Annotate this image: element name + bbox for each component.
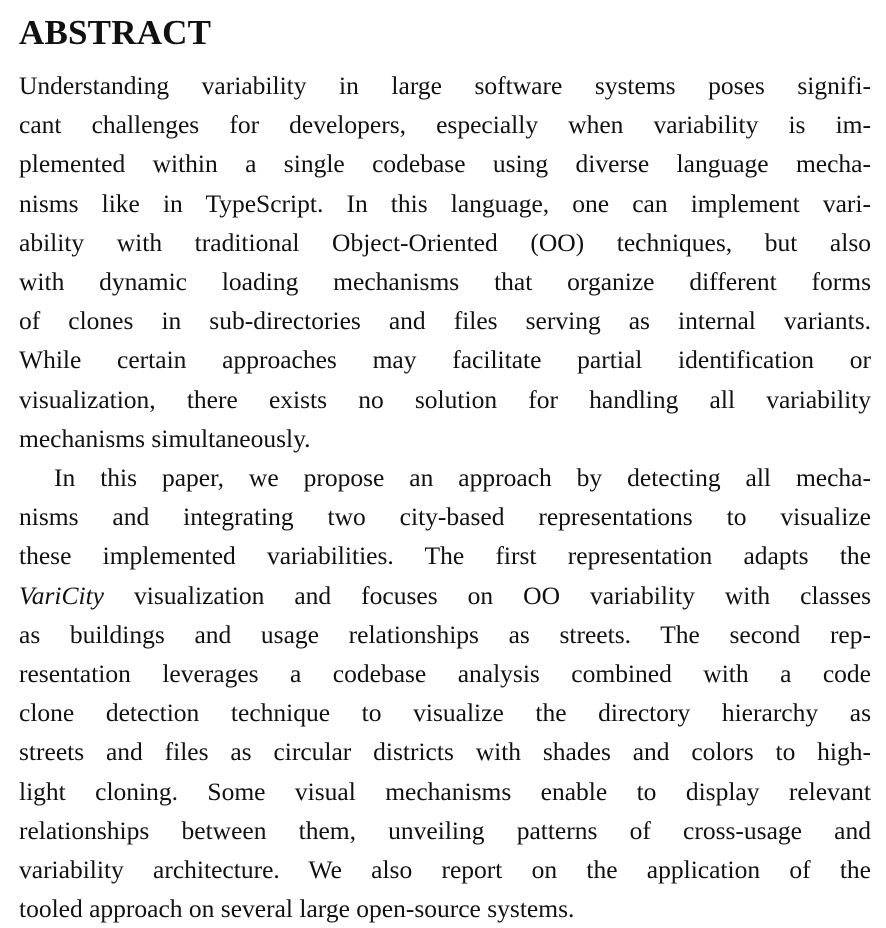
text-line: visualization, there exists no solution for handling all variability [19, 384, 871, 414]
text-line: tooled approach on several large open-source systems. [19, 894, 575, 924]
text-line: of clones in sub-directories and files serving as internal variants. [19, 306, 871, 336]
text-line: clone detection technique to visualize the directory hierarchy as [19, 698, 871, 728]
text-line: plemented within a single codebase using diverse language mecha- [19, 149, 871, 179]
system-name-varicity: VariCity [19, 580, 105, 610]
text-line: as buildings and usage relationships as streets. The second rep- [19, 619, 871, 649]
text-line: with dynamic loading mechanisms that organize different forms [19, 267, 871, 297]
text-line-with-system-name [19, 576, 871, 615]
text-line: mechanisms simultaneously. [19, 423, 311, 453]
text-line: Understanding variability in large software systems poses signifi- [19, 71, 871, 100]
text-line: nisms like in TypeScript. In this language, one can implement vari- [19, 188, 871, 218]
abstract-paragraph-1 [19, 66, 871, 458]
section-heading: ABSTRACT [19, 13, 212, 52]
text-fragment: visualization and focuses on OO variability with classes [104, 580, 871, 610]
text-line: While certain approaches may facilitate partial identification or [19, 345, 871, 375]
text-line: cant challenges for developers, especially when variability is im- [19, 110, 871, 140]
text-line: In this paper, we propose an approach by detecting all mecha- [54, 463, 871, 493]
abstract-paragraph-2 [19, 458, 871, 928]
abstract-section [19, 12, 871, 928]
text-line: nisms and integrating two city-based representations to visualize [19, 502, 871, 532]
text-line: streets and files as circular districts with shades and colors to high- [19, 737, 871, 767]
text-line: resentation leverages a codebase analysis combined with a code [19, 659, 871, 689]
text-line: these implemented variabilities. The first representation adapts the [19, 541, 871, 571]
text-line: ability with traditional Object-Oriented (OO) techniques, but also [19, 227, 871, 257]
text-line: relationships between them, unveiling patterns of cross-usage and [19, 815, 871, 845]
text-line: light cloning. Some visual mechanisms enable to display relevant [19, 776, 871, 806]
text-line: variability architecture. We also report on the application of the [19, 855, 871, 885]
